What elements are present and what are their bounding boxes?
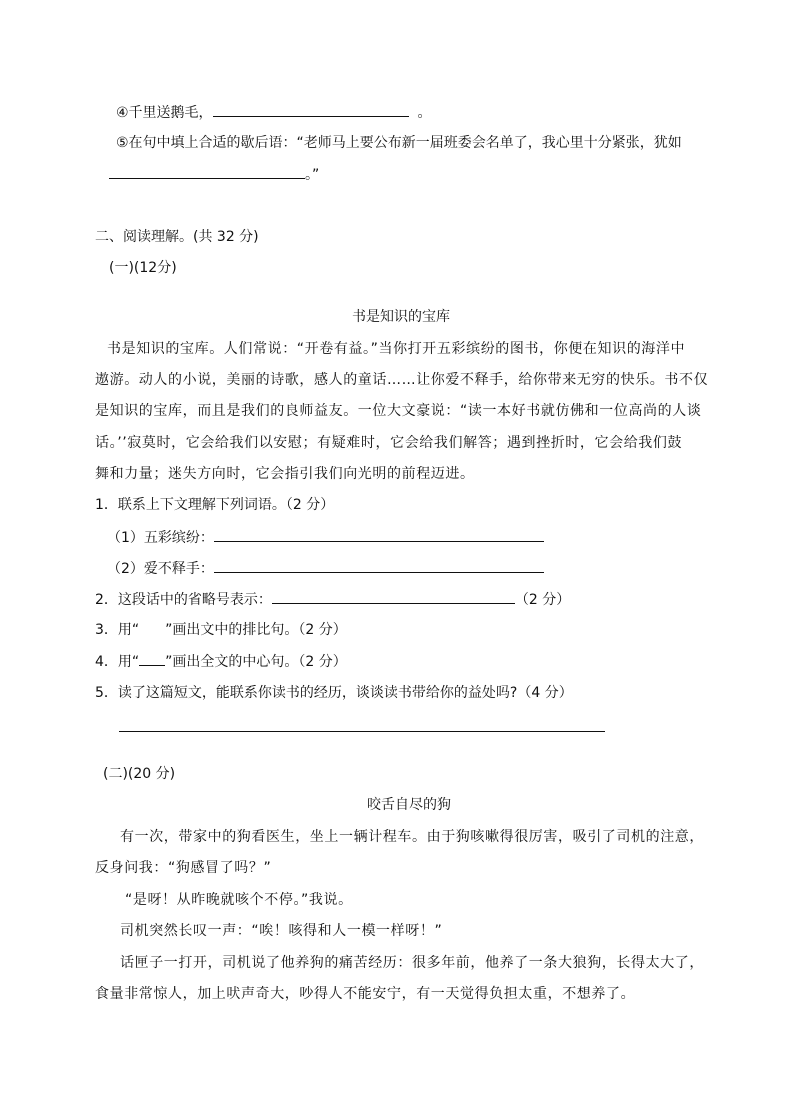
- passage-1-label: (一)(12分): [109, 260, 177, 276]
- question-4-label: ④千里送鹅毛，: [116, 105, 213, 121]
- answer-blank[interactable]: [214, 558, 544, 573]
- section-heading: 二、阅读理解。(共 32 分): [95, 229, 259, 245]
- question-1: 1．联系上下文理解下列词语。（2 分）: [95, 497, 335, 513]
- question-5-tail: 。”: [305, 167, 320, 183]
- question-1b-label: （2）爱不释手：: [107, 561, 214, 577]
- answer-blank[interactable]: [213, 102, 409, 117]
- passage-1-line: 遨游。动人的小说，美丽的诗歌，感人的童话……让你爱不释手，给你带来无穷的快乐。书不仅: [95, 372, 709, 388]
- underline-marker: [139, 651, 165, 666]
- question-4-tail: 。: [417, 105, 432, 121]
- passage-1-line: 舞和力量；迷失方向时，它会指引我们向光明的前程迈进。: [95, 466, 475, 482]
- answer-blank[interactable]: [272, 589, 515, 604]
- answer-blank[interactable]: [214, 527, 544, 542]
- question-4-line: [95, 651, 347, 672]
- passage-2-line: 司机突然长叹一声：“唉！咳得和人一模一样呀！”: [120, 923, 443, 939]
- question-3-suffix: ”画出文中的排比句。（2 分）: [165, 622, 347, 638]
- passage-2-title: 咬舌自尽的狗: [367, 797, 451, 813]
- question-4-line: [116, 102, 431, 123]
- passage-2-line: 反身问我：“狗感冒了吗？”: [95, 860, 272, 876]
- passage-2-line: 食量非常惊人，加上吠声奇大，吵得人不能安宁，有一天觉得负担太重，不想养了。: [95, 986, 636, 1002]
- passage-2-line: 话匣子一打开，司机说了他养狗的痛苦经历：很多年前，他养了一条大狼狗，长得太大了，: [120, 955, 704, 971]
- passage-1-line: 书是知识的宝库。人们常说：“开卷有益。”当你打开五彩缤纷的图书，你便在知识的海洋中: [107, 341, 686, 357]
- question-1a-line: [107, 527, 544, 548]
- passage-2-label: (二)(20 分): [103, 766, 176, 782]
- passage-2-line: “是呀！从昨晚就咳个不停。”我说。: [125, 892, 353, 908]
- question-3-line: [95, 620, 347, 640]
- question-2-label: 2．这段话中的省略号表示：: [95, 592, 272, 608]
- question-1a-label: （1）五彩缤纷：: [107, 530, 214, 546]
- question-5: 5．读了这篇短文，能联系你读书的经历，谈谈读书带给你的益处吗?（4 分）: [95, 685, 573, 701]
- passage-1-line: 是知识的宝库，而且是我们的良师益友。一位大文豪说：“读一本好书就仿佛和一位高尚的人谈: [95, 403, 702, 419]
- question-2-line: [95, 589, 570, 610]
- passage-2-line: 有一次，带家中的狗看医生，坐上一辆计程车。由于狗咳嗽得很厉害，吸引了司机的注意，: [120, 829, 704, 845]
- question-2-score: （2 分）: [514, 592, 571, 608]
- question-3-prefix: 3．用“: [95, 622, 140, 638]
- answer-blank[interactable]: [119, 731, 605, 732]
- question-4-prefix: 4．用“: [95, 654, 140, 670]
- passage-1-line: 话。’’寂莫时，它会给我们以安慰；有疑难时，它会给我们解答；遇到挫折时，它会给我们鼓: [95, 435, 683, 451]
- passage-1-title: 书是知识的宝库: [352, 309, 450, 325]
- question-5-answer-line: [109, 164, 319, 185]
- question-4-suffix: ”画出全文的中心句。（2 分）: [165, 654, 347, 670]
- question-5-text: ⑤在句中填上合适的歇后语：“老师马上要公布新一届班委会名单了，我心里十分紧张，犹如: [116, 135, 682, 151]
- answer-blank[interactable]: [109, 164, 305, 179]
- question-1b-line: [107, 558, 544, 579]
